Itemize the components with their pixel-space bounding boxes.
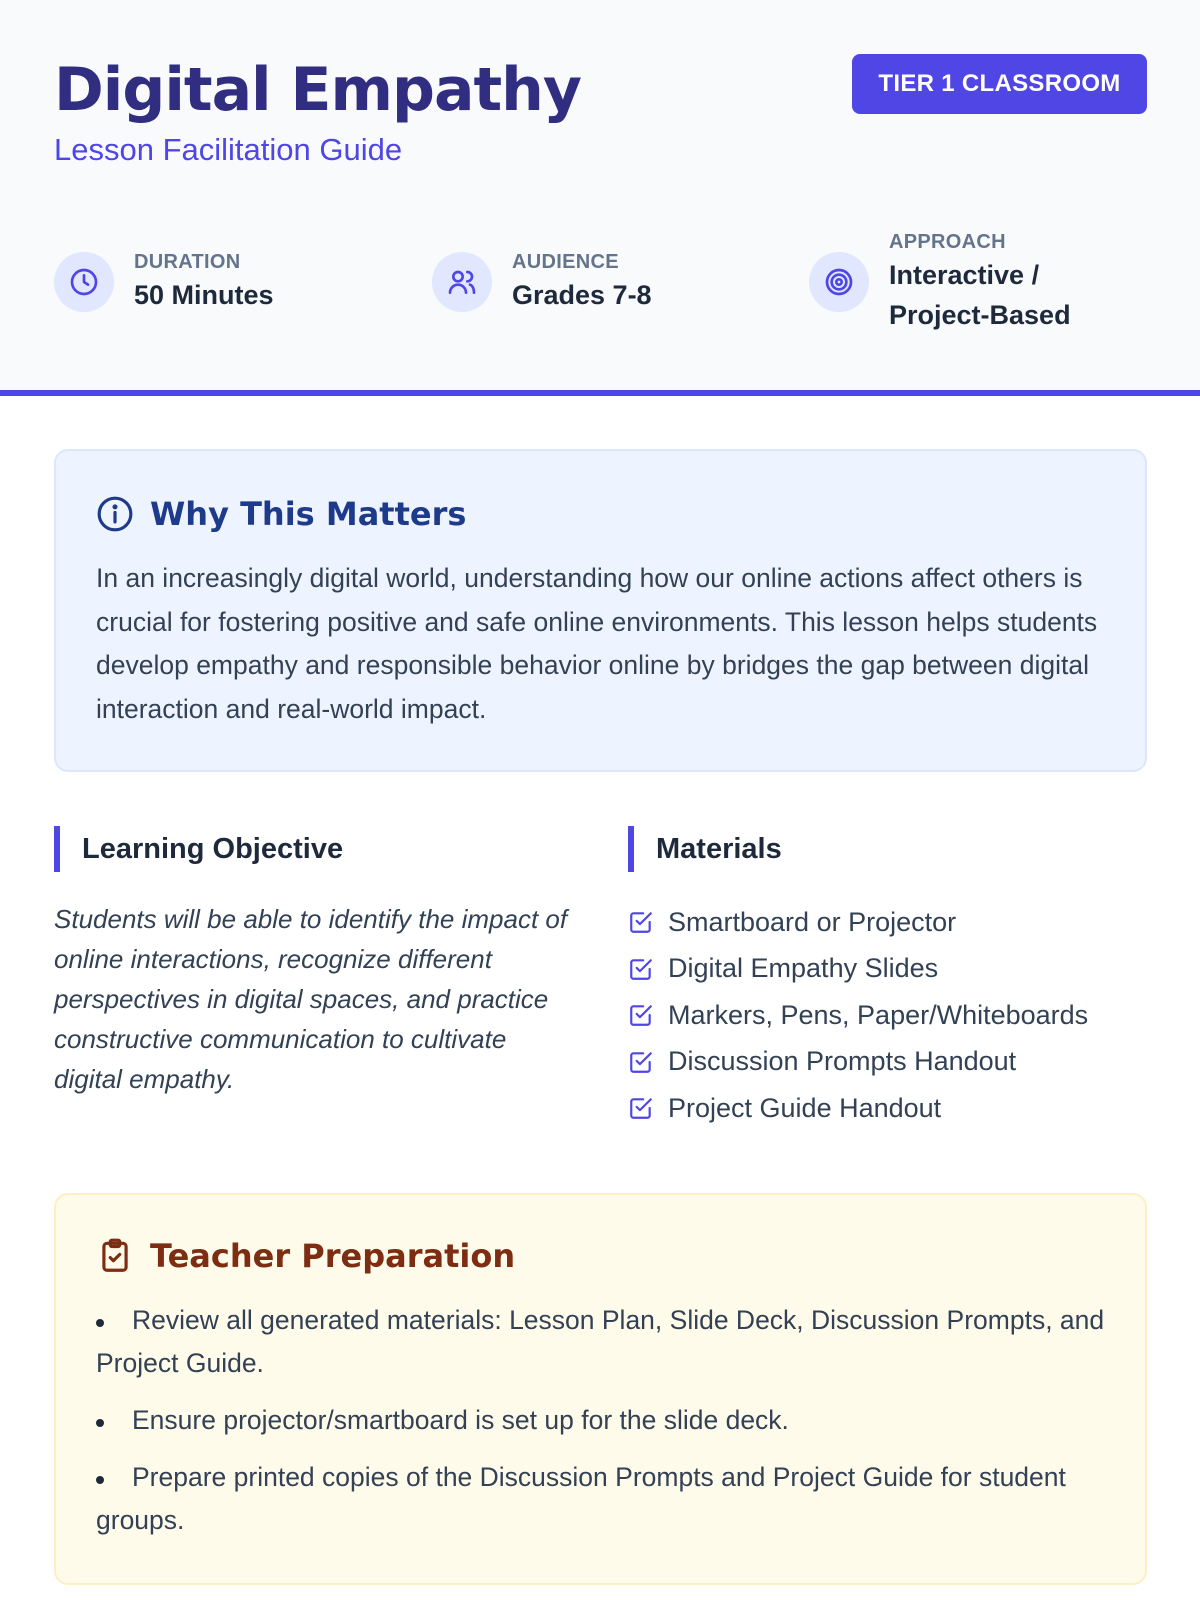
meta-duration <box>54 252 274 312</box>
meta-label: AUDIENCE <box>512 251 619 273</box>
clipboard-check-icon <box>96 1237 134 1275</box>
info-icon <box>96 495 134 533</box>
lesson-header <box>0 0 1200 396</box>
meta-approach <box>809 231 1099 330</box>
section-title: Teacher Preparation <box>150 1237 516 1275</box>
clock-icon <box>54 252 114 312</box>
tier-badge: TIER 1 CLASSROOM <box>852 54 1147 114</box>
checkbox-icon <box>628 1049 654 1075</box>
list-item <box>628 899 1168 946</box>
page-subtitle: Lesson Facilitation Guide <box>54 132 403 167</box>
meta-label: DURATION <box>134 251 241 273</box>
target-icon <box>809 252 869 312</box>
list-item: Prepare printed copies of the Discussion Prompts and Project Guide for student groups. <box>96 1456 1116 1542</box>
materials-heading: Materials <box>628 826 782 872</box>
material-label: Project Guide Handout <box>668 1092 942 1123</box>
list-item: Review all generated materials: Lesson Plan, Slide Deck, Discussion Prompts, and Project Guide. <box>96 1299 1116 1385</box>
teacher-preparation-card <box>54 1193 1147 1585</box>
why-this-matters-card <box>54 449 1147 772</box>
list-item <box>628 992 1168 1039</box>
section-title: Why This Matters <box>150 495 467 533</box>
material-label: Smartboard or Projector <box>668 906 957 937</box>
meta-audience <box>432 252 652 312</box>
learning-objective-heading: Learning Objective <box>54 826 343 872</box>
list-item <box>628 1085 1168 1132</box>
meta-value: Interactive / Project-Based <box>889 260 1071 330</box>
page-title: Digital Empathy <box>54 55 581 125</box>
material-label: Markers, Pens, Paper/Whiteboards <box>668 999 1089 1030</box>
materials-list <box>628 899 1168 1132</box>
material-label: Digital Empathy Slides <box>668 953 939 984</box>
users-icon <box>432 252 492 312</box>
meta-value: Grades 7-8 <box>512 280 652 310</box>
learning-objective-text: Students will be able to identify the impact of online interactions, recognize different perspectives in digital spaces, and practice constructive communication to cultivate digital empathy. <box>54 904 568 1094</box>
list-item <box>628 946 1168 993</box>
meta-label: APPROACH <box>889 231 1006 253</box>
list-item: Ensure projector/smartboard is set up for the slide deck. <box>96 1399 1116 1442</box>
why-body-text: In an increasingly digital world, understanding how our online actions affect others is crucial for fostering positive and safe online environments. This lesson helps students develop empathy and responsible behavior online by bridges the gap between digital interaction and real-world impact. <box>96 563 1098 724</box>
checkbox-icon <box>628 956 654 982</box>
checkbox-icon <box>628 909 654 935</box>
checkbox-icon <box>628 1095 654 1121</box>
meta-value: 50 Minutes <box>134 280 274 310</box>
preparation-list <box>96 1299 1116 1556</box>
material-label: Discussion Prompts Handout <box>668 1046 1017 1077</box>
checkbox-icon <box>628 1002 654 1028</box>
list-item <box>628 1039 1168 1086</box>
